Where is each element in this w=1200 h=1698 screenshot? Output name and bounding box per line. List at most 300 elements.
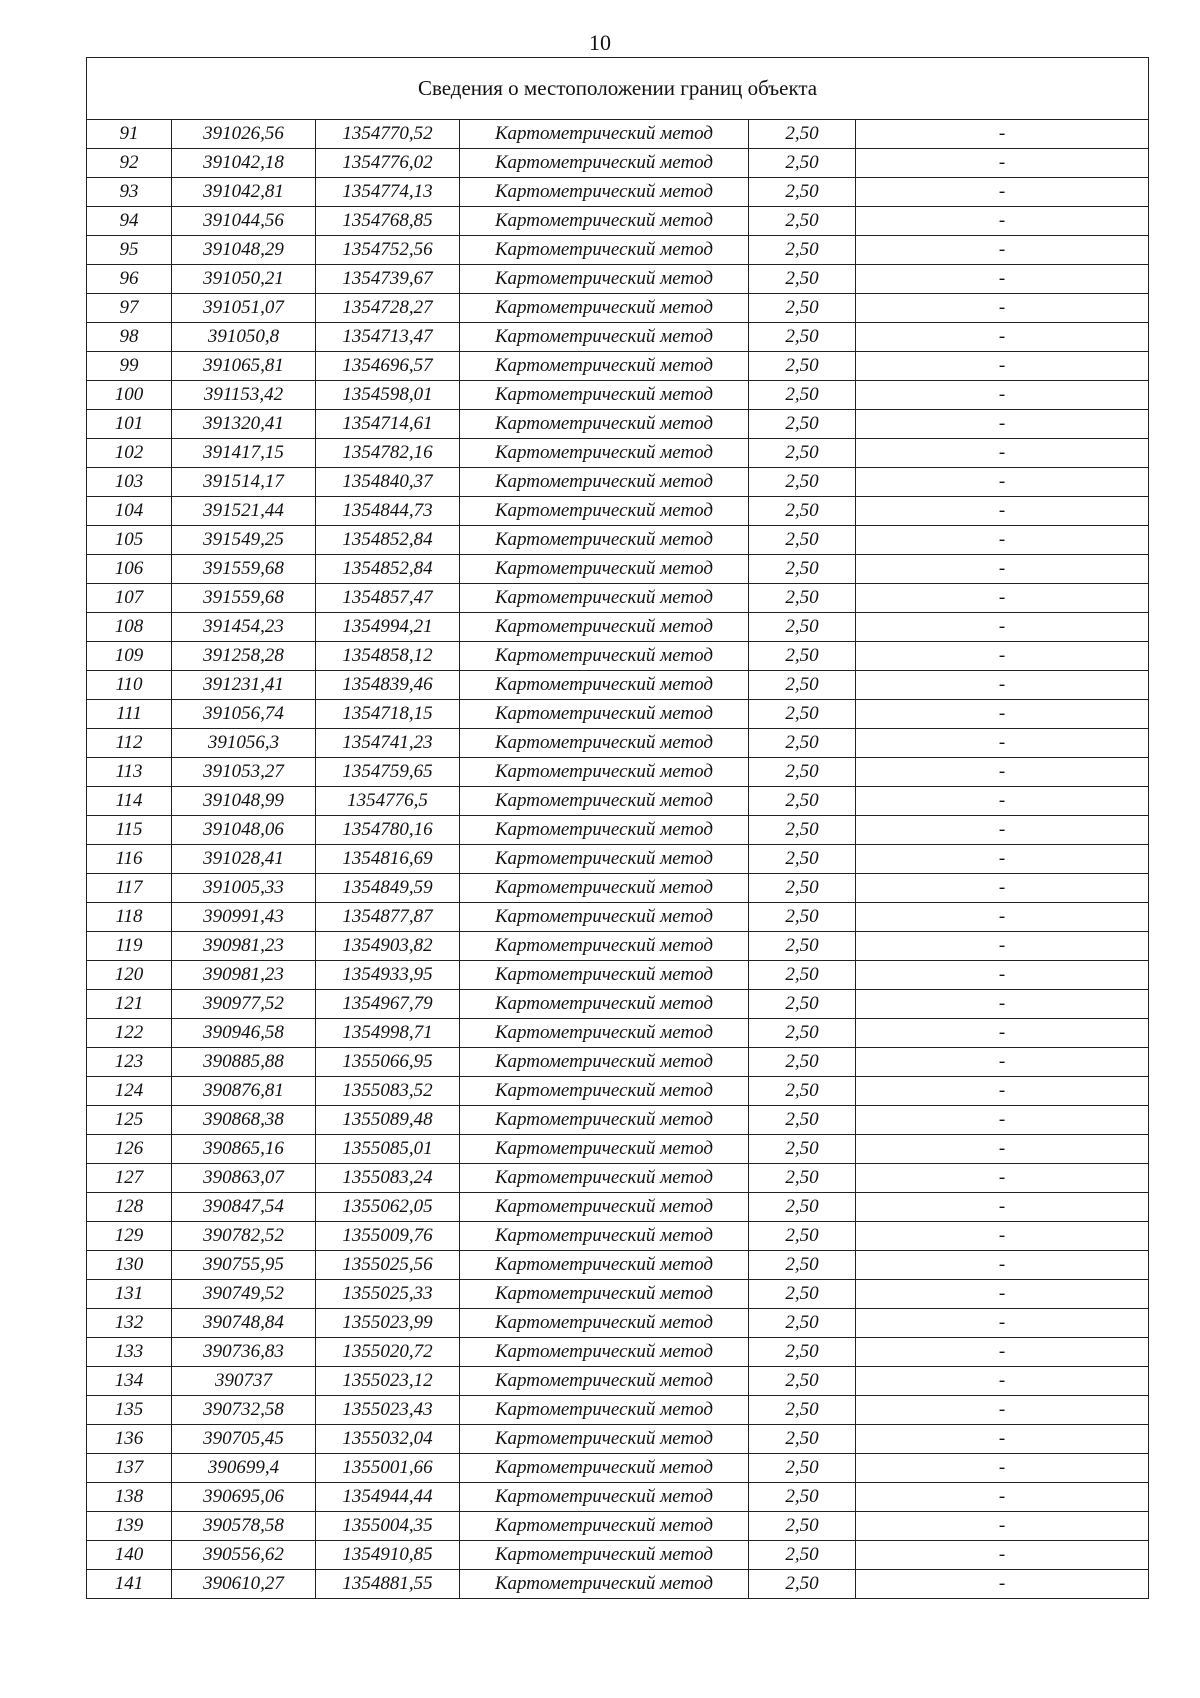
point-number-cell: 105	[87, 526, 172, 555]
description-cell: -	[856, 1193, 1149, 1222]
method-cell: Картометрический метод	[460, 1251, 749, 1280]
x-coordinate-cell: 390755,95	[172, 1251, 316, 1280]
x-coordinate-cell: 391051,07	[172, 294, 316, 323]
description-cell: -	[856, 410, 1149, 439]
accuracy-cell: 2,50	[749, 613, 856, 642]
y-coordinate-cell: 1354782,16	[316, 439, 460, 468]
y-coordinate-cell: 1355023,12	[316, 1367, 460, 1396]
y-coordinate-cell: 1354858,12	[316, 642, 460, 671]
description-cell: -	[856, 1570, 1149, 1599]
table-row	[87, 613, 1149, 642]
method-cell: Картометрический метод	[460, 758, 749, 787]
point-number-cell: 104	[87, 497, 172, 526]
accuracy-cell: 2,50	[749, 1512, 856, 1541]
method-cell: Картометрический метод	[460, 1135, 749, 1164]
accuracy-cell: 2,50	[749, 352, 856, 381]
x-coordinate-cell: 391044,56	[172, 207, 316, 236]
table-row	[87, 236, 1149, 265]
table-row	[87, 1280, 1149, 1309]
table-row	[87, 526, 1149, 555]
description-cell: -	[856, 1512, 1149, 1541]
method-cell: Картометрический метод	[460, 729, 749, 758]
description-cell: -	[856, 352, 1149, 381]
table-row	[87, 903, 1149, 932]
table-row	[87, 149, 1149, 178]
y-coordinate-cell: 1354696,57	[316, 352, 460, 381]
x-coordinate-cell: 391005,33	[172, 874, 316, 903]
y-coordinate-cell: 1354933,95	[316, 961, 460, 990]
accuracy-cell: 2,50	[749, 874, 856, 903]
x-coordinate-cell: 390782,52	[172, 1222, 316, 1251]
table-row	[87, 207, 1149, 236]
point-number-cell: 136	[87, 1425, 172, 1454]
description-cell: -	[856, 468, 1149, 497]
x-coordinate-cell: 390699,4	[172, 1454, 316, 1483]
table-row	[87, 468, 1149, 497]
table-row	[87, 1483, 1149, 1512]
x-coordinate-cell: 390981,23	[172, 932, 316, 961]
accuracy-cell: 2,50	[749, 1251, 856, 1280]
method-cell: Картометрический метод	[460, 1077, 749, 1106]
point-number-cell: 108	[87, 613, 172, 642]
table-row	[87, 1135, 1149, 1164]
method-cell: Картометрический метод	[460, 1512, 749, 1541]
x-coordinate-cell: 390705,45	[172, 1425, 316, 1454]
method-cell: Картометрический метод	[460, 961, 749, 990]
description-cell: -	[856, 1135, 1149, 1164]
x-coordinate-cell: 391026,56	[172, 120, 316, 149]
x-coordinate-cell: 390610,27	[172, 1570, 316, 1599]
description-cell: -	[856, 1077, 1149, 1106]
point-number-cell: 110	[87, 671, 172, 700]
point-number-cell: 102	[87, 439, 172, 468]
method-cell: Картометрический метод	[460, 1106, 749, 1135]
table-row	[87, 1454, 1149, 1483]
description-cell: -	[856, 1106, 1149, 1135]
table-row	[87, 961, 1149, 990]
point-number-cell: 122	[87, 1019, 172, 1048]
table-row	[87, 381, 1149, 410]
x-coordinate-cell: 390863,07	[172, 1164, 316, 1193]
x-coordinate-cell: 390868,38	[172, 1106, 316, 1135]
table-row	[87, 1541, 1149, 1570]
table-row	[87, 1048, 1149, 1077]
x-coordinate-cell: 391454,23	[172, 613, 316, 642]
table-row	[87, 120, 1149, 149]
description-cell: -	[856, 120, 1149, 149]
x-coordinate-cell: 391231,41	[172, 671, 316, 700]
method-cell: Картометрический метод	[460, 700, 749, 729]
accuracy-cell: 2,50	[749, 323, 856, 352]
method-cell: Картометрический метод	[460, 903, 749, 932]
point-number-cell: 100	[87, 381, 172, 410]
method-cell: Картометрический метод	[460, 874, 749, 903]
y-coordinate-cell: 1354816,69	[316, 845, 460, 874]
y-coordinate-cell: 1355025,33	[316, 1280, 460, 1309]
accuracy-cell: 2,50	[749, 1338, 856, 1367]
accuracy-cell: 2,50	[749, 149, 856, 178]
point-number-cell: 133	[87, 1338, 172, 1367]
method-cell: Картометрический метод	[460, 1541, 749, 1570]
y-coordinate-cell: 1354998,71	[316, 1019, 460, 1048]
y-coordinate-cell: 1354839,46	[316, 671, 460, 700]
point-number-cell: 119	[87, 932, 172, 961]
accuracy-cell: 2,50	[749, 294, 856, 323]
x-coordinate-cell: 390946,58	[172, 1019, 316, 1048]
accuracy-cell: 2,50	[749, 845, 856, 874]
method-cell: Картометрический метод	[460, 990, 749, 1019]
x-coordinate-cell: 391258,28	[172, 642, 316, 671]
x-coordinate-cell: 391056,74	[172, 700, 316, 729]
point-number-cell: 94	[87, 207, 172, 236]
description-cell: -	[856, 1483, 1149, 1512]
table-row	[87, 352, 1149, 381]
description-cell: -	[856, 439, 1149, 468]
method-cell: Картометрический метод	[460, 1338, 749, 1367]
accuracy-cell: 2,50	[749, 497, 856, 526]
point-number-cell: 126	[87, 1135, 172, 1164]
y-coordinate-cell: 1354852,84	[316, 555, 460, 584]
x-coordinate-cell: 391549,25	[172, 526, 316, 555]
y-coordinate-cell: 1354714,61	[316, 410, 460, 439]
description-cell: -	[856, 874, 1149, 903]
method-cell: Картометрический метод	[460, 265, 749, 294]
method-cell: Картометрический метод	[460, 932, 749, 961]
accuracy-cell: 2,50	[749, 1309, 856, 1338]
point-number-cell: 124	[87, 1077, 172, 1106]
y-coordinate-cell: 1355066,95	[316, 1048, 460, 1077]
table-row	[87, 178, 1149, 207]
accuracy-cell: 2,50	[749, 961, 856, 990]
description-cell: -	[856, 671, 1149, 700]
y-coordinate-cell: 1354776,5	[316, 787, 460, 816]
point-number-cell: 129	[87, 1222, 172, 1251]
method-cell: Картометрический метод	[460, 1483, 749, 1512]
point-number-cell: 97	[87, 294, 172, 323]
y-coordinate-cell: 1355089,48	[316, 1106, 460, 1135]
accuracy-cell: 2,50	[749, 207, 856, 236]
table-row	[87, 671, 1149, 700]
x-coordinate-cell: 390737	[172, 1367, 316, 1396]
method-cell: Картометрический метод	[460, 1048, 749, 1077]
accuracy-cell: 2,50	[749, 555, 856, 584]
accuracy-cell: 2,50	[749, 381, 856, 410]
accuracy-cell: 2,50	[749, 468, 856, 497]
x-coordinate-cell: 391521,44	[172, 497, 316, 526]
method-cell: Картометрический метод	[460, 613, 749, 642]
accuracy-cell: 2,50	[749, 178, 856, 207]
y-coordinate-cell: 1354768,85	[316, 207, 460, 236]
description-cell: -	[856, 1048, 1149, 1077]
point-number-cell: 111	[87, 700, 172, 729]
description-cell: -	[856, 816, 1149, 845]
description-cell: -	[856, 787, 1149, 816]
description-cell: -	[856, 294, 1149, 323]
boundary-coordinates-table	[86, 57, 1149, 1599]
point-number-cell: 106	[87, 555, 172, 584]
description-cell: -	[856, 758, 1149, 787]
y-coordinate-cell: 1354741,23	[316, 729, 460, 758]
method-cell: Картометрический метод	[460, 468, 749, 497]
table-row	[87, 990, 1149, 1019]
method-cell: Картометрический метод	[460, 1396, 749, 1425]
y-coordinate-cell: 1354759,65	[316, 758, 460, 787]
y-coordinate-cell: 1354752,56	[316, 236, 460, 265]
x-coordinate-cell: 391042,81	[172, 178, 316, 207]
x-coordinate-cell: 390732,58	[172, 1396, 316, 1425]
accuracy-cell: 2,50	[749, 758, 856, 787]
description-cell: -	[856, 584, 1149, 613]
accuracy-cell: 2,50	[749, 1570, 856, 1599]
y-coordinate-cell: 1355023,99	[316, 1309, 460, 1338]
point-number-cell: 135	[87, 1396, 172, 1425]
method-cell: Картометрический метод	[460, 642, 749, 671]
table-row	[87, 1367, 1149, 1396]
y-coordinate-cell: 1354776,02	[316, 149, 460, 178]
point-number-cell: 127	[87, 1164, 172, 1193]
table-row	[87, 1193, 1149, 1222]
y-coordinate-cell: 1355009,76	[316, 1222, 460, 1251]
method-cell: Картометрический метод	[460, 1367, 749, 1396]
description-cell: -	[856, 323, 1149, 352]
x-coordinate-cell: 391042,18	[172, 149, 316, 178]
y-coordinate-cell: 1354849,59	[316, 874, 460, 903]
y-coordinate-cell: 1354852,84	[316, 526, 460, 555]
method-cell: Картометрический метод	[460, 1309, 749, 1338]
x-coordinate-cell: 391065,81	[172, 352, 316, 381]
x-coordinate-cell: 391028,41	[172, 845, 316, 874]
y-coordinate-cell: 1354994,21	[316, 613, 460, 642]
y-coordinate-cell: 1354774,13	[316, 178, 460, 207]
description-cell: -	[856, 700, 1149, 729]
accuracy-cell: 2,50	[749, 1483, 856, 1512]
point-number-cell: 107	[87, 584, 172, 613]
description-cell: -	[856, 1367, 1149, 1396]
method-cell: Картометрический метод	[460, 323, 749, 352]
accuracy-cell: 2,50	[749, 1541, 856, 1570]
accuracy-cell: 2,50	[749, 1222, 856, 1251]
method-cell: Картометрический метод	[460, 236, 749, 265]
point-number-cell: 131	[87, 1280, 172, 1309]
x-coordinate-cell: 391417,15	[172, 439, 316, 468]
method-cell: Картометрический метод	[460, 381, 749, 410]
x-coordinate-cell: 391153,42	[172, 381, 316, 410]
method-cell: Картометрический метод	[460, 1193, 749, 1222]
method-cell: Картометрический метод	[460, 1164, 749, 1193]
x-coordinate-cell: 390695,06	[172, 1483, 316, 1512]
table-row	[87, 1512, 1149, 1541]
method-cell: Картометрический метод	[460, 1454, 749, 1483]
table-row	[87, 700, 1149, 729]
y-coordinate-cell: 1354728,27	[316, 294, 460, 323]
x-coordinate-cell: 391048,29	[172, 236, 316, 265]
point-number-cell: 141	[87, 1570, 172, 1599]
description-cell: -	[856, 381, 1149, 410]
description-cell: -	[856, 932, 1149, 961]
point-number-cell: 139	[87, 1512, 172, 1541]
description-cell: -	[856, 729, 1149, 758]
description-cell: -	[856, 1222, 1149, 1251]
point-number-cell: 93	[87, 178, 172, 207]
description-cell: -	[856, 178, 1149, 207]
y-coordinate-cell: 1355085,01	[316, 1135, 460, 1164]
x-coordinate-cell: 390847,54	[172, 1193, 316, 1222]
x-coordinate-cell: 391050,8	[172, 323, 316, 352]
point-number-cell: 95	[87, 236, 172, 265]
table-row	[87, 1106, 1149, 1135]
description-cell: -	[856, 149, 1149, 178]
table-title: Сведения о местоположении границ объекта	[87, 58, 1149, 120]
y-coordinate-cell: 1354840,37	[316, 468, 460, 497]
table-row	[87, 1251, 1149, 1280]
point-number-cell: 91	[87, 120, 172, 149]
accuracy-cell: 2,50	[749, 1077, 856, 1106]
x-coordinate-cell: 390736,83	[172, 1338, 316, 1367]
method-cell: Картометрический метод	[460, 1019, 749, 1048]
x-coordinate-cell: 390749,52	[172, 1280, 316, 1309]
x-coordinate-cell: 391320,41	[172, 410, 316, 439]
table-row	[87, 1164, 1149, 1193]
description-cell: -	[856, 1541, 1149, 1570]
y-coordinate-cell: 1355083,24	[316, 1164, 460, 1193]
method-cell: Картометрический метод	[460, 1222, 749, 1251]
point-number-cell: 96	[87, 265, 172, 294]
accuracy-cell: 2,50	[749, 265, 856, 294]
y-coordinate-cell: 1354713,47	[316, 323, 460, 352]
page-number: 10	[589, 30, 611, 55]
point-number-cell: 113	[87, 758, 172, 787]
x-coordinate-cell: 390578,58	[172, 1512, 316, 1541]
x-coordinate-cell: 390865,16	[172, 1135, 316, 1164]
y-coordinate-cell: 1354780,16	[316, 816, 460, 845]
y-coordinate-cell: 1354770,52	[316, 120, 460, 149]
description-cell: -	[856, 990, 1149, 1019]
method-cell: Картометрический метод	[460, 120, 749, 149]
table-row	[87, 1309, 1149, 1338]
accuracy-cell: 2,50	[749, 584, 856, 613]
accuracy-cell: 2,50	[749, 1193, 856, 1222]
point-number-cell: 117	[87, 874, 172, 903]
y-coordinate-cell: 1354903,82	[316, 932, 460, 961]
method-cell: Картометрический метод	[460, 1280, 749, 1309]
table-row	[87, 816, 1149, 845]
x-coordinate-cell: 390876,81	[172, 1077, 316, 1106]
description-cell: -	[856, 1019, 1149, 1048]
x-coordinate-cell: 391559,68	[172, 555, 316, 584]
table-title-row	[87, 58, 1149, 120]
y-coordinate-cell: 1355025,56	[316, 1251, 460, 1280]
method-cell: Картометрический метод	[460, 816, 749, 845]
x-coordinate-cell: 390556,62	[172, 1541, 316, 1570]
description-cell: -	[856, 526, 1149, 555]
accuracy-cell: 2,50	[749, 1367, 856, 1396]
accuracy-cell: 2,50	[749, 642, 856, 671]
y-coordinate-cell: 1354844,73	[316, 497, 460, 526]
y-coordinate-cell: 1355004,35	[316, 1512, 460, 1541]
y-coordinate-cell: 1354944,44	[316, 1483, 460, 1512]
y-coordinate-cell: 1354877,87	[316, 903, 460, 932]
method-cell: Картометрический метод	[460, 555, 749, 584]
point-number-cell: 115	[87, 816, 172, 845]
x-coordinate-cell: 391048,06	[172, 816, 316, 845]
point-number-cell: 118	[87, 903, 172, 932]
table-row	[87, 932, 1149, 961]
accuracy-cell: 2,50	[749, 816, 856, 845]
accuracy-cell: 2,50	[749, 729, 856, 758]
point-number-cell: 121	[87, 990, 172, 1019]
point-number-cell: 138	[87, 1483, 172, 1512]
table-row	[87, 1077, 1149, 1106]
method-cell: Картометрический метод	[460, 845, 749, 874]
x-coordinate-cell: 391514,17	[172, 468, 316, 497]
description-cell: -	[856, 961, 1149, 990]
y-coordinate-cell: 1355023,43	[316, 1396, 460, 1425]
accuracy-cell: 2,50	[749, 1135, 856, 1164]
accuracy-cell: 2,50	[749, 1396, 856, 1425]
description-cell: -	[856, 1309, 1149, 1338]
y-coordinate-cell: 1354598,01	[316, 381, 460, 410]
accuracy-cell: 2,50	[749, 903, 856, 932]
y-coordinate-cell: 1355001,66	[316, 1454, 460, 1483]
point-number-cell: 134	[87, 1367, 172, 1396]
method-cell: Картометрический метод	[460, 149, 749, 178]
table-row	[87, 729, 1149, 758]
accuracy-cell: 2,50	[749, 526, 856, 555]
method-cell: Картометрический метод	[460, 584, 749, 613]
description-cell: -	[856, 845, 1149, 874]
table-row	[87, 1425, 1149, 1454]
method-cell: Картометрический метод	[460, 439, 749, 468]
point-number-cell: 98	[87, 323, 172, 352]
table-row	[87, 265, 1149, 294]
point-number-cell: 123	[87, 1048, 172, 1077]
accuracy-cell: 2,50	[749, 1019, 856, 1048]
description-cell: -	[856, 642, 1149, 671]
point-number-cell: 103	[87, 468, 172, 497]
description-cell: -	[856, 497, 1149, 526]
point-number-cell: 128	[87, 1193, 172, 1222]
description-cell: -	[856, 1396, 1149, 1425]
x-coordinate-cell: 391053,27	[172, 758, 316, 787]
description-cell: -	[856, 1251, 1149, 1280]
description-cell: -	[856, 613, 1149, 642]
table-row	[87, 584, 1149, 613]
x-coordinate-cell: 391050,21	[172, 265, 316, 294]
accuracy-cell: 2,50	[749, 1280, 856, 1309]
description-cell: -	[856, 1338, 1149, 1367]
table-row	[87, 555, 1149, 584]
y-coordinate-cell: 1355062,05	[316, 1193, 460, 1222]
method-cell: Картометрический метод	[460, 207, 749, 236]
method-cell: Картометрический метод	[460, 410, 749, 439]
description-cell: -	[856, 1280, 1149, 1309]
accuracy-cell: 2,50	[749, 1048, 856, 1077]
table-row	[87, 642, 1149, 671]
table-row	[87, 410, 1149, 439]
table-row	[87, 439, 1149, 468]
point-number-cell: 99	[87, 352, 172, 381]
table-row	[87, 1019, 1149, 1048]
table-row	[87, 1222, 1149, 1251]
description-cell: -	[856, 207, 1149, 236]
x-coordinate-cell: 390885,88	[172, 1048, 316, 1077]
method-cell: Картометрический метод	[460, 352, 749, 381]
y-coordinate-cell: 1354739,67	[316, 265, 460, 294]
x-coordinate-cell: 391048,99	[172, 787, 316, 816]
accuracy-cell: 2,50	[749, 671, 856, 700]
point-number-cell: 140	[87, 1541, 172, 1570]
point-number-cell: 92	[87, 149, 172, 178]
